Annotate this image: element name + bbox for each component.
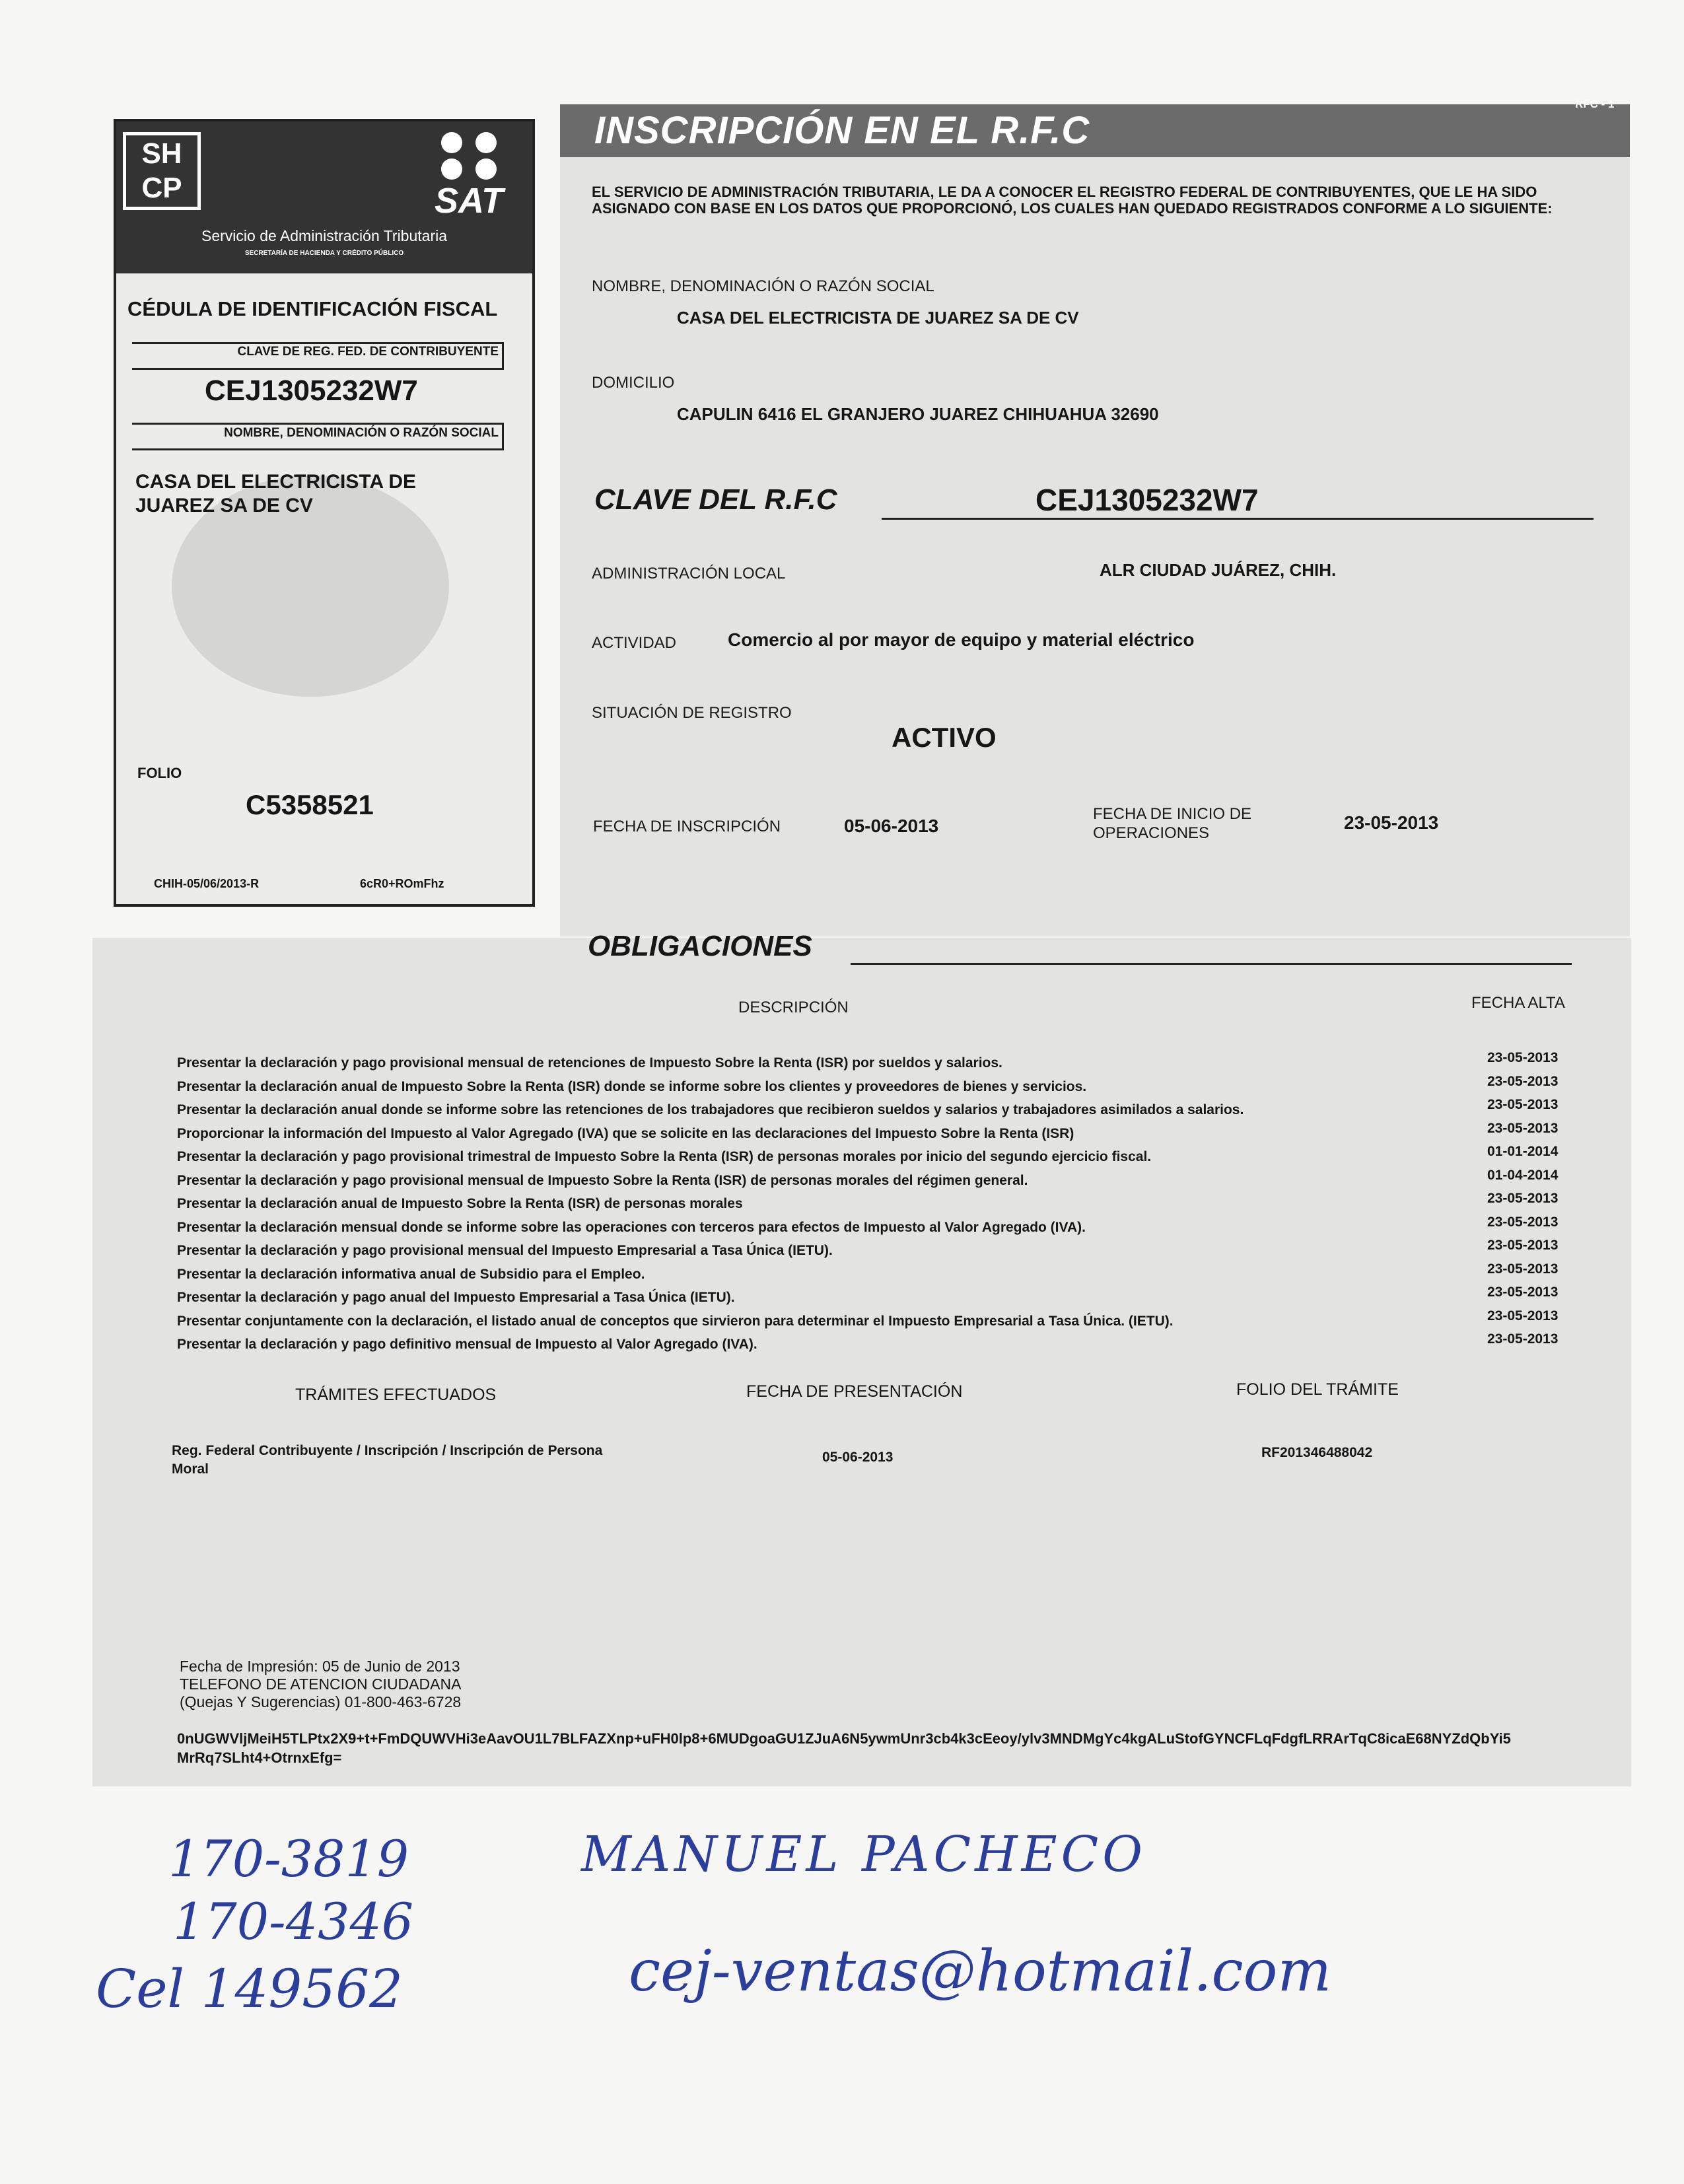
obligation-date: 23-05-2013 bbox=[1487, 1097, 1559, 1112]
obligation-date: 23-05-2013 bbox=[1487, 1261, 1559, 1277]
descripcion-header: DESCRIPCIÓN bbox=[738, 999, 849, 1016]
obligation-description: Presentar la declaración y pago anual del Impuesto Empresarial a Tasa Única (IETU). bbox=[177, 1290, 735, 1305]
folio-tramite-header: FOLIO DEL TRÁMITE bbox=[1236, 1380, 1399, 1399]
digital-seal: 0nUGWVljMeiH5TLPtx2X9+t+FmDQUWVHi3eAavOU1L7BLFAZXnp+uFH0lp8+6MUDgoaGU1ZJuA6N5ywmUnr3cb4k3cEeoy/ylv3MNDMgYc4kgALuStofGYNCFLqFdgfLRRArTqC8icaE68NYZdQbYi5MrRq7SLht4+OtrnxEfg= bbox=[177, 1730, 1511, 1766]
obligation-description: Presentar la declaración anual de Impuesto Sobre la Renta (ISR) de personas morales bbox=[177, 1196, 743, 1211]
obligation-description: Presentar la declaración informativa anual de Subsidio para el Empleo. bbox=[177, 1266, 645, 1282]
fecha-inicio-label: FECHA DE INICIO DE OPERACIONES bbox=[1093, 805, 1252, 842]
clave-rfc-label: CLAVE DEL R.F.C bbox=[594, 483, 837, 516]
cedula-title: CÉDULA DE IDENTIFICACIÓN FISCAL bbox=[127, 297, 498, 320]
tramites-header: TRÁMITES EFECTUADOS bbox=[295, 1386, 497, 1404]
obligation-date: 01-04-2014 bbox=[1487, 1167, 1559, 1183]
fecha-alta-header: FECHA ALTA bbox=[1471, 994, 1565, 1012]
sat-dot-icon bbox=[475, 132, 497, 153]
situacion-value: ACTIVO bbox=[892, 722, 997, 753]
sat-logo bbox=[416, 129, 522, 221]
ministry-name: SECRETARÍA DE HACIENDA Y CRÉDITO PÚBLICO bbox=[244, 250, 404, 257]
shcp-logo: SH CP bbox=[123, 132, 201, 210]
obligation-date: 23-05-2013 bbox=[1487, 1214, 1559, 1230]
cedula-code-left: CHIH-05/06/2013-R bbox=[154, 877, 260, 890]
obligation-date: 23-05-2013 bbox=[1487, 1238, 1559, 1253]
domicilio-value: CAPULIN 6416 EL GRANJERO JUAREZ CHIHUAHUA 32690 bbox=[677, 404, 1159, 424]
handwritten-name: MANUEL PACHECO bbox=[581, 1826, 1146, 1883]
obligation-description: Presentar la declaración anual de Impuesto Sobre la Renta (ISR) donde se informe sobre los clientes y proveedores de bienes y servicios. bbox=[177, 1078, 1087, 1094]
nombre-label: NOMBRE, DENOMINACIÓN O RAZÓN SOCIAL bbox=[224, 426, 499, 440]
print-date: Fecha de Impresión: 05 de Junio de 2013 bbox=[180, 1658, 460, 1675]
form-code: RFC - 1 bbox=[1575, 98, 1615, 110]
folio-tramite-value: RF201346488042 bbox=[1261, 1445, 1373, 1460]
clave-rfc-underline bbox=[882, 518, 1594, 520]
sat-logo-text: SAT bbox=[435, 181, 503, 221]
cedula-code-right: 6cR0+ROmFhz bbox=[360, 877, 444, 890]
sat-dot-icon bbox=[441, 159, 462, 180]
fecha-presentacion-value: 05-06-2013 bbox=[822, 1450, 894, 1465]
obligation-description: Presentar la declaración y pago provisional mensual de retenciones de Impuesto Sobre la Renta (ISR) por sueldos y salarios. bbox=[177, 1055, 1002, 1071]
admin-value: ALR CIUDAD JUÁREZ, CHIH. bbox=[1100, 560, 1337, 580]
obligation-description: Presentar conjuntamente con la declaración, el listado anual de conceptos que sirvieron para determinar el Impuesto Empresarial a Tasa Única. (IETU). bbox=[177, 1313, 1174, 1329]
phone-value: (Quejas Y Sugerencias) 01-800-463-6728 bbox=[180, 1693, 462, 1710]
obligation-description: Presentar la declaración anual donde se informe sobre las retenciones de los trabajadores que recibieron sueldos y salarios y trabajadores asimilados a salarios. bbox=[177, 1102, 1244, 1117]
domicilio-label: DOMICILIO bbox=[592, 374, 675, 392]
handwritten-phone-2: 170-4346 bbox=[173, 1892, 414, 1951]
admin-label: ADMINISTRACIÓN LOCAL bbox=[592, 565, 786, 582]
obligation-dates bbox=[1487, 1046, 1593, 1351]
obligation-description: Presentar la declaración y pago provisional trimestral de Impuesto Sobre la Renta (ISR) de personas morales por inicio del segundo ejercicio fiscal. bbox=[177, 1149, 1152, 1164]
fecha-presentacion-header: FECHA DE PRESENTACIÓN bbox=[746, 1382, 963, 1401]
obligaciones-title: OBLIGACIONES bbox=[588, 930, 812, 962]
folio-label: FOLIO bbox=[137, 765, 182, 781]
document-title: INSCRIPCIÓN EN EL R.F.C bbox=[594, 109, 1090, 152]
obligation-date: 23-05-2013 bbox=[1487, 1050, 1559, 1065]
obligation-date: 23-05-2013 bbox=[1487, 1331, 1559, 1347]
clave-value: CEJ1305232W7 bbox=[205, 374, 418, 407]
phone-label: TELEFONO DE ATENCION CIUDADANA bbox=[180, 1675, 462, 1693]
agency-name: Servicio de Administración Tributaria bbox=[201, 227, 447, 244]
fecha-inscripcion-value: 05-06-2013 bbox=[844, 816, 939, 836]
handwritten-phone-1: 170-3819 bbox=[168, 1829, 409, 1888]
sat-dot-icon bbox=[441, 132, 462, 153]
handwritten-cell: Cel 149562 bbox=[96, 1958, 403, 2020]
fecha-inscripcion-label: FECHA DE INSCRIPCIÓN bbox=[593, 818, 781, 835]
obligation-description: Presentar la declaración mensual donde se informe sobre las operaciones con terceros para efectos de Impuesto al Valor Agregado (IVA). bbox=[177, 1219, 1086, 1235]
clave-label: CLAVE DE REG. FED. DE CONTRIBUYENTE bbox=[237, 345, 499, 359]
obligation-description: Presentar la declaración y pago definitivo mensual de Impuesto al Valor Agregado (IVA). bbox=[177, 1337, 757, 1352]
handwritten-email: cej-ventas@hotmail.com bbox=[629, 1938, 1331, 2004]
obligation-description: Proporcionar la información del Impuesto al Valor Agregado (IVA) que se solicite en las declaraciones del Impuesto Sobre la Renta (ISR) bbox=[177, 1125, 1074, 1141]
obligation-description: Presentar la declaración y pago provisional mensual de Impuesto Sobre la Renta (ISR) de personas morales del régimen general. bbox=[177, 1172, 1028, 1188]
tramite-value: Reg. Federal Contribuyente / Inscripción / Inscripción de Persona Moral bbox=[172, 1443, 603, 1477]
fecha-inicio-value: 23-05-2013 bbox=[1344, 812, 1439, 833]
actividad-value: Comercio al por mayor de equipo y material eléctrico bbox=[728, 629, 1195, 650]
obligation-date: 23-05-2013 bbox=[1487, 1308, 1559, 1323]
nombre-value: CASA DEL ELECTRICISTA DE JUAREZ SA DE CV bbox=[135, 471, 417, 516]
actividad-label: ACTIVIDAD bbox=[592, 634, 677, 652]
nombre-label: NOMBRE, DENOMINACIÓN O RAZÓN SOCIAL bbox=[592, 277, 934, 295]
obligation-date: 23-05-2013 bbox=[1487, 1191, 1559, 1206]
obligation-description: Presentar la declaración y pago provisional mensual del Impuesto Empresarial a Tasa Única (IETU). bbox=[177, 1243, 833, 1258]
intro-text: EL SERVICIO DE ADMINISTRACIÓN TRIBUTARIA, LE DA A CONOCER EL REGISTRO FEDERAL DE CONTRIBUYENTES, QUE LE HA SIDO ASIGNADO CON BASE EN LOS DATOS QUE PROPORCIONÓ, LOS CUALES HAN QUEDADO REGISTRADOS CONFORME A LO SIGUIENTE: bbox=[592, 184, 1553, 217]
sat-dot-icon bbox=[475, 159, 497, 180]
obligation-date: 23-05-2013 bbox=[1487, 1073, 1559, 1089]
obligation-date: 23-05-2013 bbox=[1487, 1120, 1559, 1136]
obligation-date: 23-05-2013 bbox=[1487, 1285, 1559, 1300]
clave-rfc-value: CEJ1305232W7 bbox=[1035, 483, 1259, 517]
situacion-label: SITUACIÓN DE REGISTRO bbox=[592, 704, 792, 722]
obligations-list bbox=[177, 1051, 1445, 1356]
folio-value: C5358521 bbox=[246, 789, 374, 820]
obligaciones-underline bbox=[851, 963, 1572, 965]
nombre-value: CASA DEL ELECTRICISTA DE JUAREZ SA DE CV bbox=[677, 308, 1079, 328]
obligation-date: 01-01-2014 bbox=[1487, 1144, 1559, 1159]
